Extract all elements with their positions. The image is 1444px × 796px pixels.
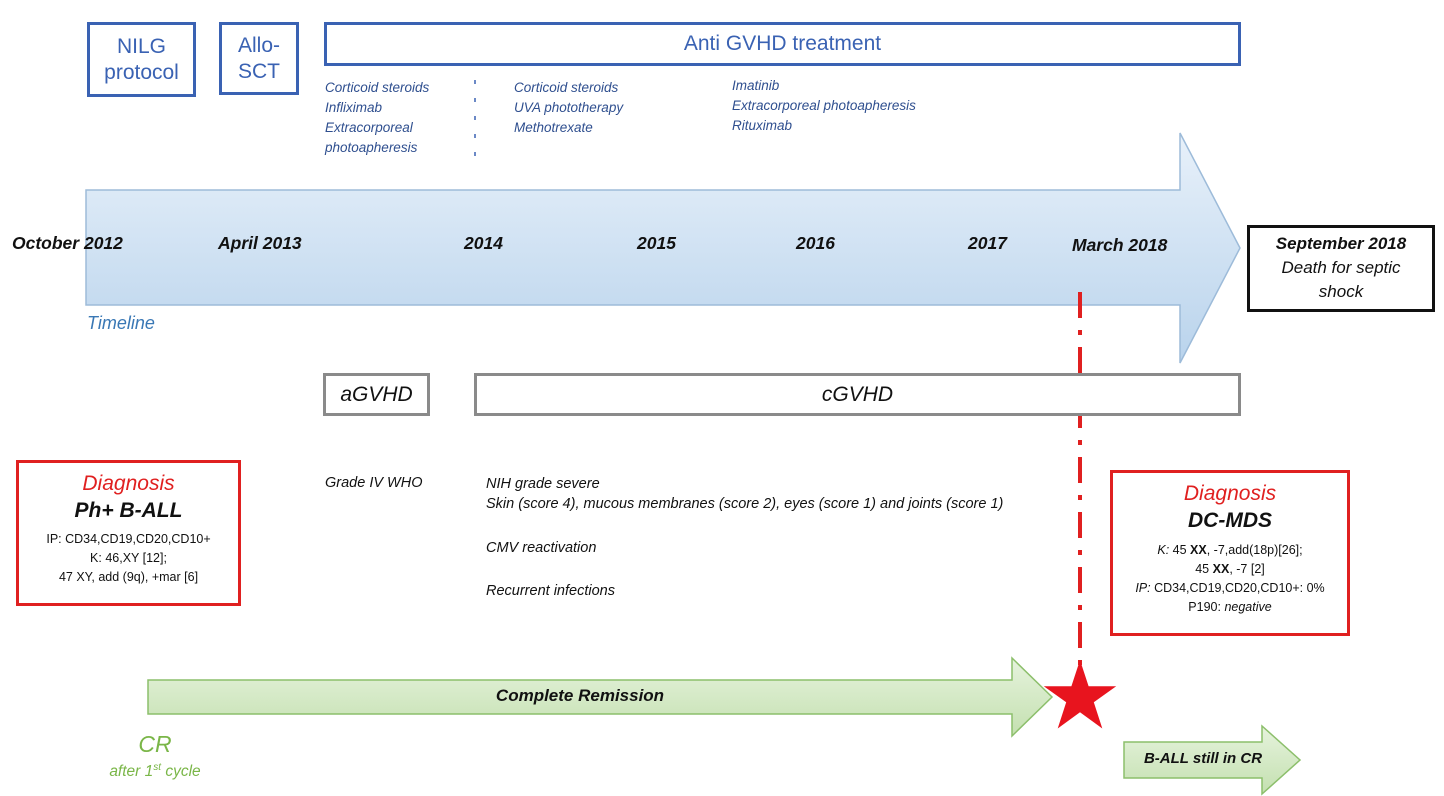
k-part-a: 45 [1169, 543, 1191, 557]
diagnosis-name: Ph+ B-ALL [74, 499, 183, 522]
still-in-cr-label: B-ALL still in CR [1143, 750, 1263, 767]
k-part-b: XX [1190, 543, 1207, 557]
treatment-item: Imatinib [732, 78, 780, 93]
treatment-item: Infliximab [325, 100, 383, 115]
diagnosis-title: Diagnosis [82, 472, 175, 495]
death-date: September 2018 [1275, 234, 1407, 253]
anti-gvhd-label: Anti GVHD treatment [683, 32, 882, 55]
timeline-label: Timeline [87, 313, 155, 333]
date-2017: 2017 [968, 233, 1007, 253]
agvhd-box [323, 373, 430, 416]
k2-part-a: 45 [1195, 562, 1213, 576]
diagnosis-karyotype: K: 46,XY [12]; [90, 551, 167, 565]
cmv-reactivation: CMV reactivation [486, 540, 597, 556]
diagnosis-dc-mds-box [1110, 470, 1350, 636]
date-2014: 2014 [464, 233, 503, 253]
treatment-item: Extracorporeal photoapheresis [732, 98, 916, 113]
date-october-2012: October 2012 [12, 233, 123, 253]
cgvhd-label: cGVHD [821, 382, 894, 406]
treatment-item: Rituximab [732, 118, 793, 133]
k-part-c: , -7,add(18p)[26]; [1206, 543, 1303, 557]
treatment-item: Corticoid steroids [514, 80, 619, 95]
cr-subtitle [95, 758, 215, 782]
death-box [1247, 225, 1435, 312]
treatment-item: photoapheresis [325, 140, 418, 155]
treatment-group-3 [732, 76, 916, 136]
k2-part-b: XX [1212, 562, 1230, 576]
date-april-2013: April 2013 [218, 233, 302, 253]
diagnosis-karyotype-2: 47 XY, add (9q), +mar [6] [58, 570, 199, 584]
agvhd-grade: Grade IV WHO [325, 475, 423, 491]
diagnosis-p190 [1113, 598, 1347, 617]
treatment-item: Corticoid steroids [325, 80, 430, 95]
cr-title: CR [138, 731, 172, 757]
diagnosis-karyotype [1113, 541, 1347, 560]
diagnosis-name: DC-MDS [1188, 509, 1272, 532]
date-2016: 2016 [796, 233, 835, 253]
p190-label: P190: [1188, 600, 1225, 614]
cgvhd-grade: NIH grade severe [486, 476, 600, 492]
allo-sct-label: Allo-SCT [237, 33, 280, 83]
cgvhd-box [474, 373, 1241, 416]
diagnosis-title: Diagnosis [1183, 482, 1277, 505]
k-label: K: [1157, 543, 1170, 557]
treatment-item: Extracorporeal [325, 120, 413, 135]
ip-label: IP: [1135, 581, 1151, 595]
p190-value: negative [1224, 600, 1272, 614]
date-march-2018: March 2018 [1072, 235, 1168, 255]
cr-cycle: cycle [161, 763, 201, 781]
allo-sct-box [219, 22, 299, 95]
nilg-protocol-label: NILG protocol [104, 34, 179, 84]
anti-gvhd-box [324, 22, 1241, 66]
treatment-item: UVA phototherapy [514, 100, 624, 115]
complete-remission-label: Complete Remission [495, 686, 665, 705]
death-line-2: shock [1318, 282, 1364, 301]
cgvhd-scores: Skin (score 4), mucous membranes (score 2), eyes (score 1) and joints (score 1) [486, 496, 1004, 512]
diagnosis-ip: IP: CD34,CD19,CD20,CD10+ [46, 532, 211, 546]
ip-value: CD34,CD19,CD20,CD10+: 0% [1150, 581, 1325, 595]
cr-after: after 1 [109, 763, 154, 781]
diagnosis-ip [1113, 579, 1347, 598]
treatment-item: Methotrexate [514, 120, 593, 135]
nilg-protocol-box [87, 22, 196, 97]
date-2015: 2015 [637, 233, 676, 253]
treatment-group-2 [514, 78, 623, 138]
death-line-1: Death for septic [1281, 258, 1401, 277]
recurrent-infections: Recurrent infections [486, 583, 615, 599]
k2-part-c: , -7 [2] [1229, 562, 1265, 576]
cr-after-sup: st [153, 762, 162, 773]
agvhd-label: aGVHD [340, 382, 413, 406]
cr-label [95, 730, 215, 782]
diagnosis-karyotype-2 [1113, 560, 1347, 579]
diagnosis-ph-ball-box [16, 460, 241, 606]
relapse-star-icon [1044, 660, 1116, 729]
treatment-group-1 [325, 78, 429, 158]
